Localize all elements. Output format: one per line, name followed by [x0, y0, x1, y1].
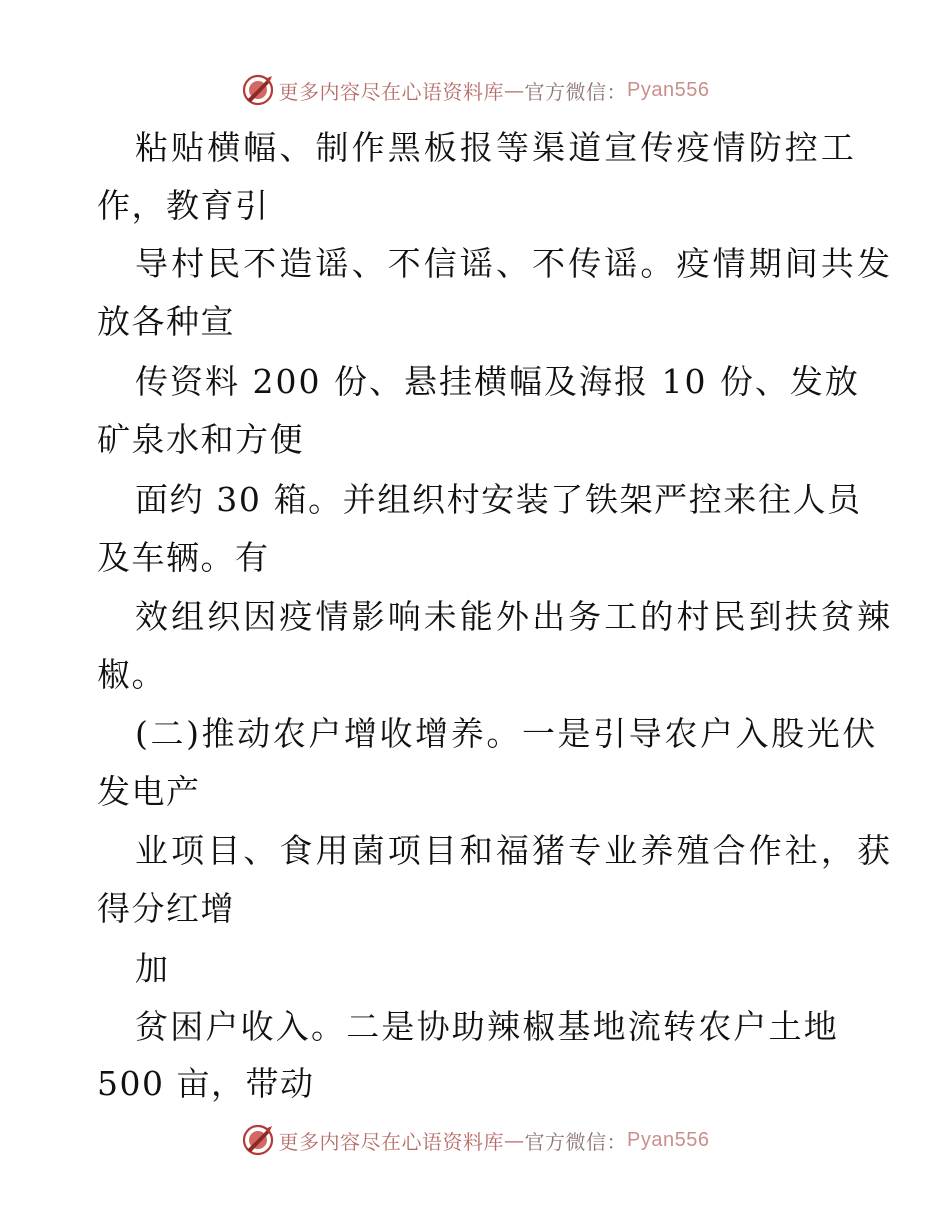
body-line: 加: [135, 949, 170, 988]
footer-watermark: [0, 1120, 950, 1160]
body-line: 发电产: [97, 772, 201, 811]
watermark-wechat-id: Pyan556: [627, 1128, 710, 1151]
watermark-wechat-label: 官方微信：: [524, 79, 628, 104]
body-line: 导村民不造谣、不信谣、不传谣。疫情期间共发: [135, 244, 894, 283]
watermark-text: 更多内容尽在心语资料库: [278, 1129, 505, 1154]
body-line: 得分红增: [97, 889, 235, 928]
body-line: 500 亩，带动: [97, 1064, 315, 1103]
body-line: 业项目、食用菌项目和福猪专业养殖合作社，获: [135, 831, 894, 870]
body-line: 面约 30 箱。并组织村安装了铁架严控来往人员: [135, 480, 862, 519]
body-line: (二)推动农户增收增养。一是引导农户入股光伏: [135, 714, 878, 753]
body-line: 放各种宣: [97, 302, 235, 341]
watermark-dash: —: [504, 1128, 525, 1152]
body-line: 椒。: [97, 655, 166, 694]
watermark-wechat-label: 官方微信：: [524, 1129, 628, 1154]
body-line: 传资料 200 份、悬挂横幅及海报 10 份、发放: [135, 362, 860, 401]
body-line: 及车辆。有: [97, 538, 270, 577]
body-line: 矿泉水和方便: [97, 420, 304, 459]
body-line: 作，教育引: [97, 186, 270, 225]
watermark-text: 更多内容尽在心语资料库: [278, 79, 505, 104]
body-line: 粘贴横幅、制作黑板报等渠道宣传疫情防控工: [135, 128, 857, 167]
watermark-wechat-id: Pyan556: [627, 78, 710, 101]
body-line: 贫困户收入。二是协助辣椒基地流转农户土地: [135, 1007, 839, 1046]
body-line: 效组织因疫情影响未能外出务工的村民到扶贫辣: [135, 597, 894, 636]
quill-seal-icon: [241, 1123, 275, 1157]
watermark-dash: —: [504, 78, 525, 102]
